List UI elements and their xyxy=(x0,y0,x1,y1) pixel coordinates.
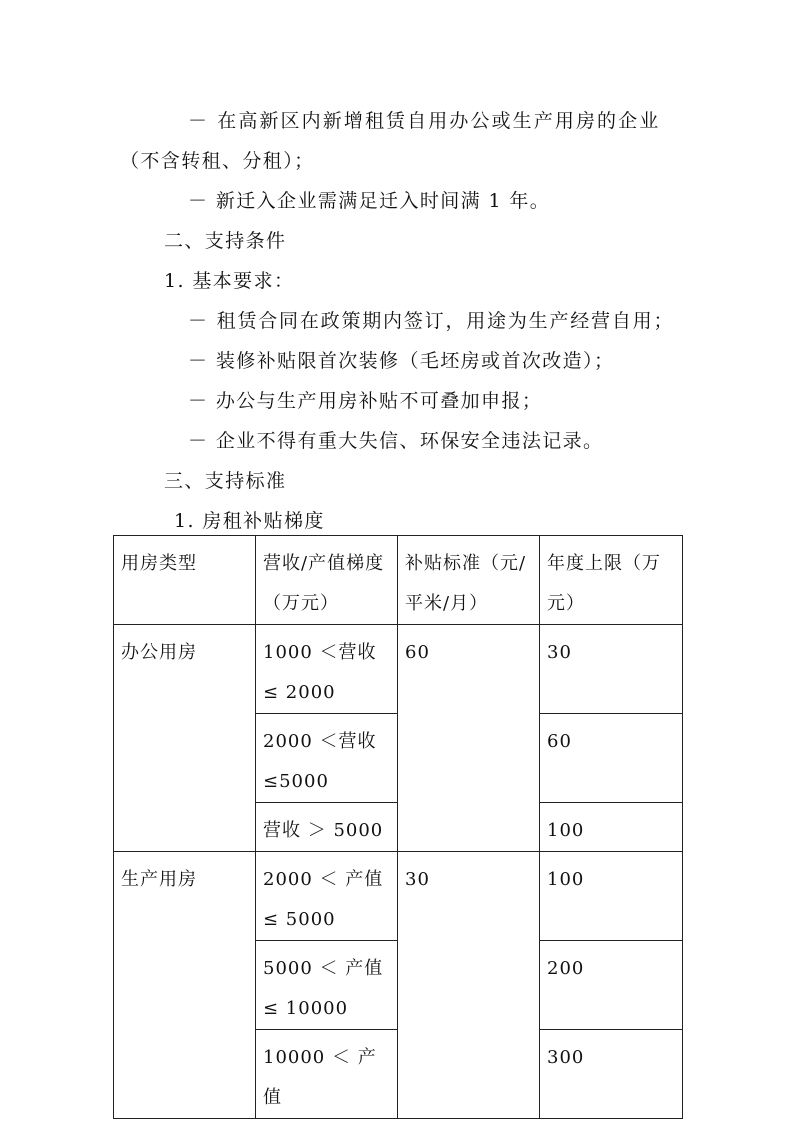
cap-cell: 300 xyxy=(540,1030,683,1119)
tier-cell: 2000 ＜ 产值 ≤ 5000 xyxy=(256,852,398,941)
requirement-renovation: － 装修补贴限首次装修（毛坯房或首次改造）； xyxy=(188,350,615,372)
header-cell-tier: 营收/产值梯度（万元） xyxy=(256,536,398,625)
section-heading-support-standards: 三、支持标准 xyxy=(164,470,287,492)
cap-cell: 60 xyxy=(540,714,683,803)
cap-cell: 200 xyxy=(540,941,683,1030)
tier-cell: 10000 ＜ 产值 xyxy=(256,1030,398,1119)
table-row xyxy=(114,852,683,941)
header-cell-subsidy: 补贴标准（元/平米/月） xyxy=(398,536,540,625)
tier-cell: 5000 ＜ 产值 ≤ 10000 xyxy=(256,941,398,1030)
eligibility-item-new-lease-cont: （不含转租、分租）； xyxy=(120,150,315,172)
type-cell-office: 办公用房 xyxy=(114,625,256,852)
table-header-row xyxy=(114,536,683,625)
cap-cell: 100 xyxy=(540,852,683,941)
header-cell-cap: 年度上限（万元） xyxy=(540,536,683,625)
requirement-no-violations: － 企业不得有重大失信、环保安全违法记录。 xyxy=(188,430,604,452)
cap-cell: 100 xyxy=(540,803,683,852)
subheading-basic-requirements: 1. 基本要求： xyxy=(164,270,295,292)
header-cell-type: 用房类型 xyxy=(114,536,256,625)
subsidy-cell-production: 30 xyxy=(398,852,540,1119)
section-heading-support-conditions: 二、支持条件 xyxy=(164,230,287,252)
requirement-lease-contract: － 租赁合同在政策期内签订，用途为生产经营自用； xyxy=(188,310,675,332)
tier-cell: 2000 ＜营收 ≤5000 xyxy=(256,714,398,803)
subsidy-cell-office: 60 xyxy=(398,625,540,852)
tier-cell: 1000 ＜营收 ≤ 2000 xyxy=(256,625,398,714)
eligibility-item-relocated: － 新迁入企业需满足迁入时间满 1 年。 xyxy=(188,190,551,212)
tier-cell: 营收 ＞ 5000 xyxy=(256,803,398,852)
requirement-no-overlap: － 办公与生产用房补贴不可叠加申报； xyxy=(188,390,543,412)
rent-subsidy-table xyxy=(113,535,683,1119)
eligibility-item-new-lease: － 在高新区内新增租赁自用办公或生产用房的企业 xyxy=(188,110,661,132)
table-row xyxy=(114,625,683,714)
cap-cell: 30 xyxy=(540,625,683,714)
subheading-rent-subsidy-tiers: 1. 房租补贴梯度 xyxy=(174,510,325,532)
type-cell-production: 生产用房 xyxy=(114,852,256,1119)
